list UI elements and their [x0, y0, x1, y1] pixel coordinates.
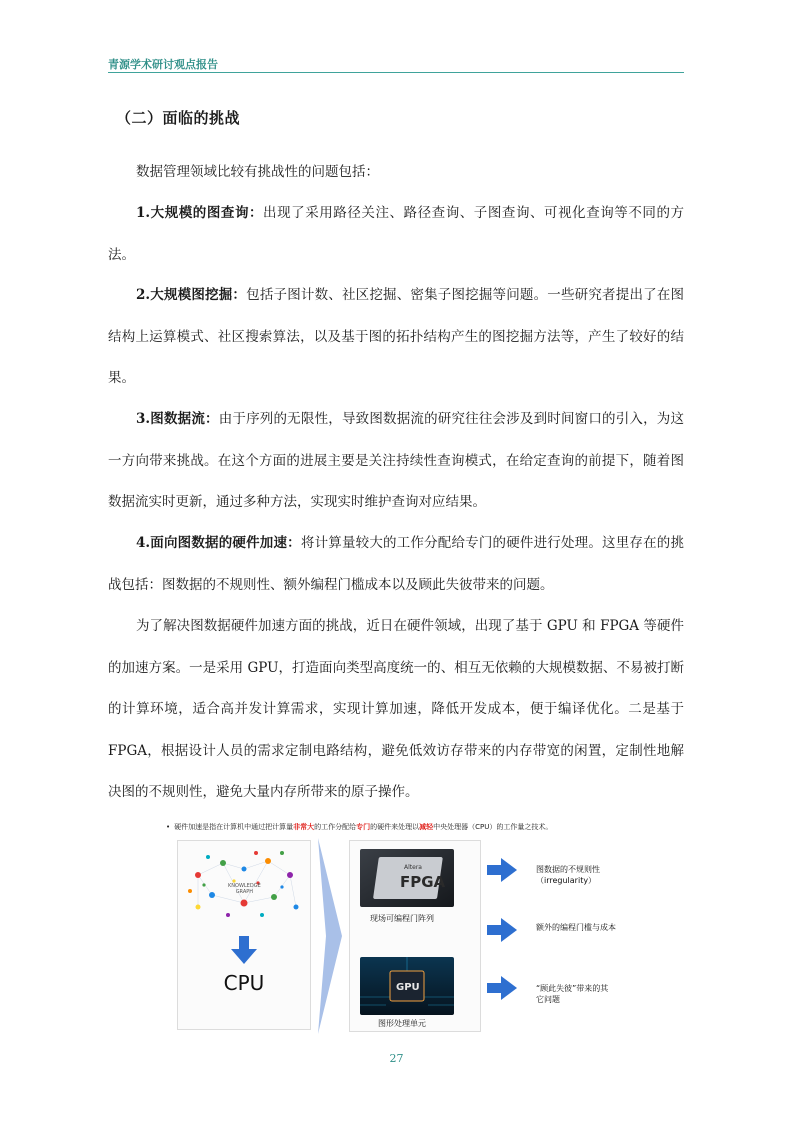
- header-title: 青源学术研讨观点报告: [108, 58, 218, 71]
- issue-1-line-2: （irregularity）: [536, 876, 597, 885]
- caption-highlight-3: 减轻: [419, 823, 434, 831]
- challenge-3-paragraph: [108, 399, 684, 524]
- intro-paragraph: [108, 152, 684, 194]
- challenge-4-paragraph: [108, 523, 684, 606]
- issue-programming-cost: [536, 922, 632, 933]
- down-arrow-icon: [231, 936, 257, 964]
- fpga-brand: Altera: [404, 864, 422, 871]
- cpu-label: CPU: [223, 971, 265, 995]
- knowledge-graph-label: [228, 883, 261, 895]
- hardware-panel: [349, 840, 481, 1032]
- arrow-right-icon: [487, 858, 517, 882]
- figure-caption: [166, 822, 552, 832]
- gpu-chip-text: GPU: [396, 982, 420, 993]
- caption-part-3: 的硬件来处理以: [370, 823, 420, 831]
- challenge-1-text: 出现了采用路径关注、路径查询、子图查询、可视化查询等不同的方法。: [108, 205, 685, 263]
- challenge-3-heading: 3.图数据流：: [136, 411, 219, 427]
- kg-label-line-1: KNOWLEDGE: [228, 883, 261, 889]
- caption-part-1: 硬件加速是指在计算机中通过把计算量: [174, 823, 294, 831]
- fpga-label: 现场可编程门阵列: [370, 914, 434, 923]
- gpu-label: 图形处理单元: [378, 1019, 426, 1028]
- section-title: （二）面临的挑战: [116, 109, 241, 127]
- issue-3-line-1: “顾此失彼”带来的其: [536, 984, 609, 993]
- caption-highlight-2: 专门: [356, 823, 371, 831]
- solution-text: 为了解决图数据硬件加速方面的挑战，近日在硬件领域，出现了基于 GPU 和 FPGA 等硬件的加速方案。一是采用 GPU，打造面向类型高度统一的、相互无依赖的大规模数据、不易被打断的计算环境，适合高并发计算需求，实现计算加速，降低开发成本，便于编译优化。二是基于 FPGA，根据设计人员的需求定制电路结构，避免低效访存带来的内存带宽的闲置，定制性地解决图的不规则性，避免大量内存所带来的原子操作。: [108, 618, 684, 800]
- challenge-4-text: 将计算量较大的工作分配给专门的硬件进行处理。这里存在的挑战包括：图数据的不规则性、额外编程门槛成本以及顾此失彼带来的问题。: [108, 535, 685, 593]
- intro-text: 数据管理领域比较有挑战性的问题包括：: [136, 164, 379, 180]
- knowledge-graph-panel: [177, 840, 311, 1030]
- arrow-right-icon: [487, 918, 517, 942]
- challenge-2-text: 包括子图计数、社区挖掘、密集子图挖掘等问题。一些研究者提出了在图结构上运算模式、社区搜索算法，以及基于图的拓扑结构产生的图挖掘方法等，产生了较好的结果。: [108, 287, 685, 386]
- arrow-right-icon: [487, 976, 517, 1000]
- gpu-chip-image: [360, 957, 454, 1015]
- caption-part-2: 的工作分配给: [314, 823, 357, 831]
- issue-tradeoff: [536, 983, 632, 1005]
- page-header: [108, 54, 684, 73]
- challenge-1-paragraph: [108, 193, 684, 276]
- issue-3-line-2: 它问题: [536, 995, 560, 1004]
- issue-2-line-1: 额外的编程门槛与成本: [536, 923, 616, 932]
- issue-1-line-1: 图数据的不规则性: [536, 865, 600, 874]
- chevron-right-icon: [316, 838, 344, 1034]
- fpga-chip-image: [360, 849, 454, 907]
- kg-label-line-2: GRAPH: [235, 889, 254, 895]
- issue-irregularity: [536, 864, 632, 886]
- solution-paragraph: [108, 606, 684, 814]
- challenge-2-paragraph: [108, 275, 684, 400]
- fpga-chip-text: FPGA: [400, 873, 446, 891]
- caption-part-4: 中央处理器（CPU）的工作量之技术。: [433, 823, 553, 831]
- challenge-2-heading: 2.大规模图挖掘：: [136, 287, 247, 303]
- caption-bullet: •: [166, 823, 171, 831]
- caption-highlight-1: 非常大: [293, 823, 315, 831]
- challenge-3-text: 由于序列的无限性，导致图数据流的研究往往会涉及到时间窗口的引入，为这一方向带来挑战。在这个方面的进展主要是关注持续性查询模式，在给定查询的前提下，随着图数据流实时更新，通过多种方法，实现实时维护查询对应结果。: [108, 411, 685, 510]
- challenge-4-heading: 4.面向图数据的硬件加速：: [136, 535, 301, 551]
- challenge-1-heading: 1.大规模的图查询：: [136, 205, 264, 221]
- page-number: 27: [389, 1052, 404, 1065]
